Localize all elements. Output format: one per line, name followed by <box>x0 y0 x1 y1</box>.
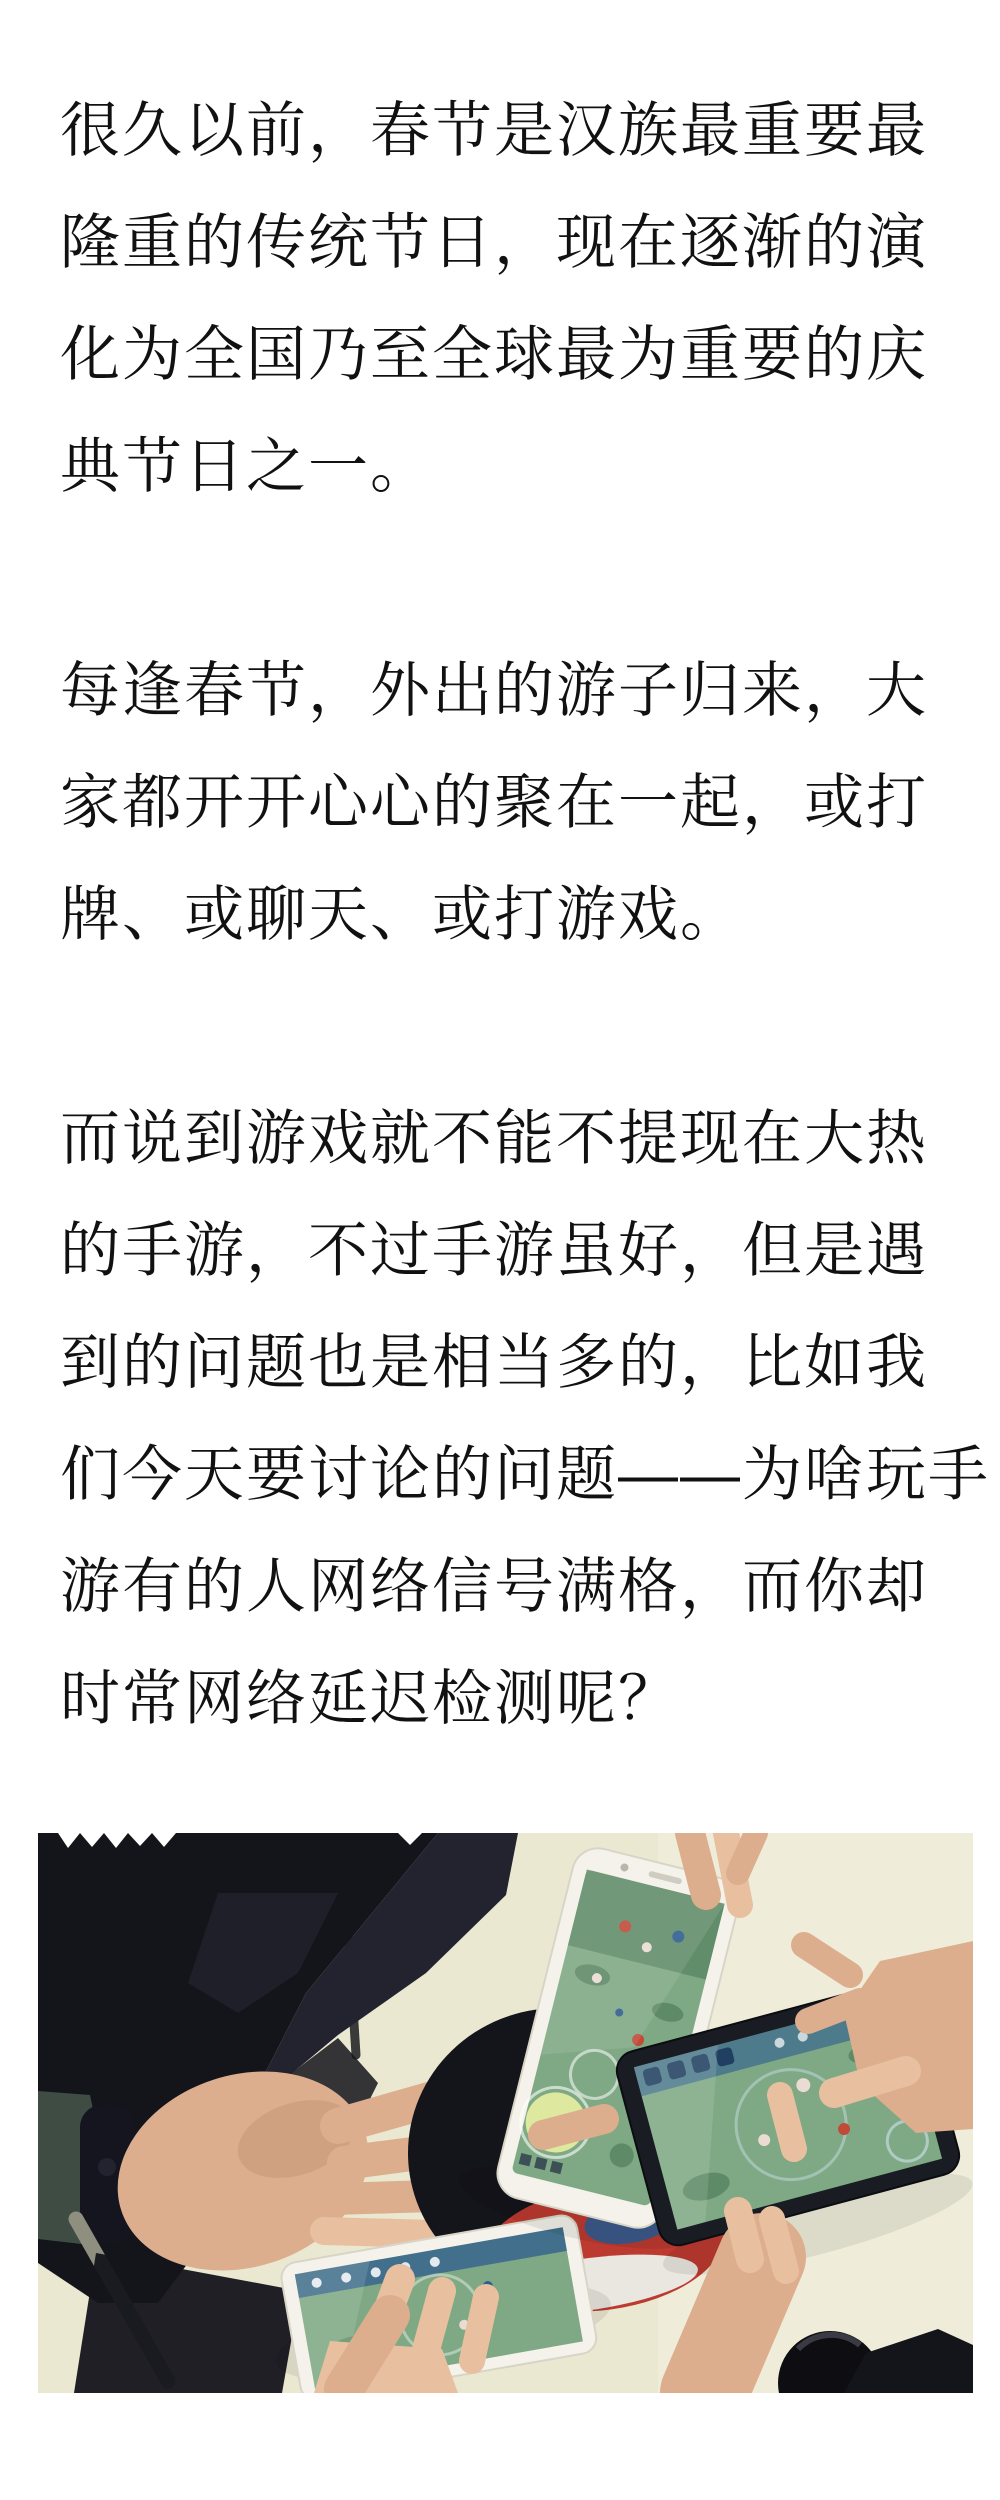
text-line: 隆重的传统节日，现在逐渐的演 <box>60 209 928 276</box>
text-line: 的手游，不过手游虽好，但是遇 <box>60 1217 928 1284</box>
text-line: 时常网络延迟检测呢？ <box>60 1665 680 1732</box>
paragraph-1 <box>60 75 960 523</box>
article-photo <box>38 1833 973 2393</box>
game-photo-illustration <box>38 1833 973 2393</box>
text-line: 牌、或聊天、或打游戏。 <box>60 881 742 948</box>
text-line: 典节日之一。 <box>60 433 432 500</box>
text-line: 到的问题也是相当多的，比如我 <box>60 1329 928 1396</box>
text-line: 们今天要讨论的问题——为啥玩手 <box>60 1441 990 1508</box>
text-line: 化为全国乃至全球最为重要的庆 <box>60 321 928 388</box>
paragraph-3 <box>60 1083 990 1755</box>
left-index-fingertip <box>543 2119 604 2135</box>
text-line: 家都开开心心的聚在一起，或打 <box>60 769 928 836</box>
text-line: 很久以前，春节是汉族最重要最 <box>60 97 928 164</box>
text-line: 而说到游戏就不能不提现在大热 <box>60 1105 928 1172</box>
text-line: 每逢春节，外出的游子归来，大 <box>60 657 928 724</box>
paragraph-2 <box>60 635 960 971</box>
text-line: 游有的人网络信号满格，而你却 <box>60 1553 928 1620</box>
